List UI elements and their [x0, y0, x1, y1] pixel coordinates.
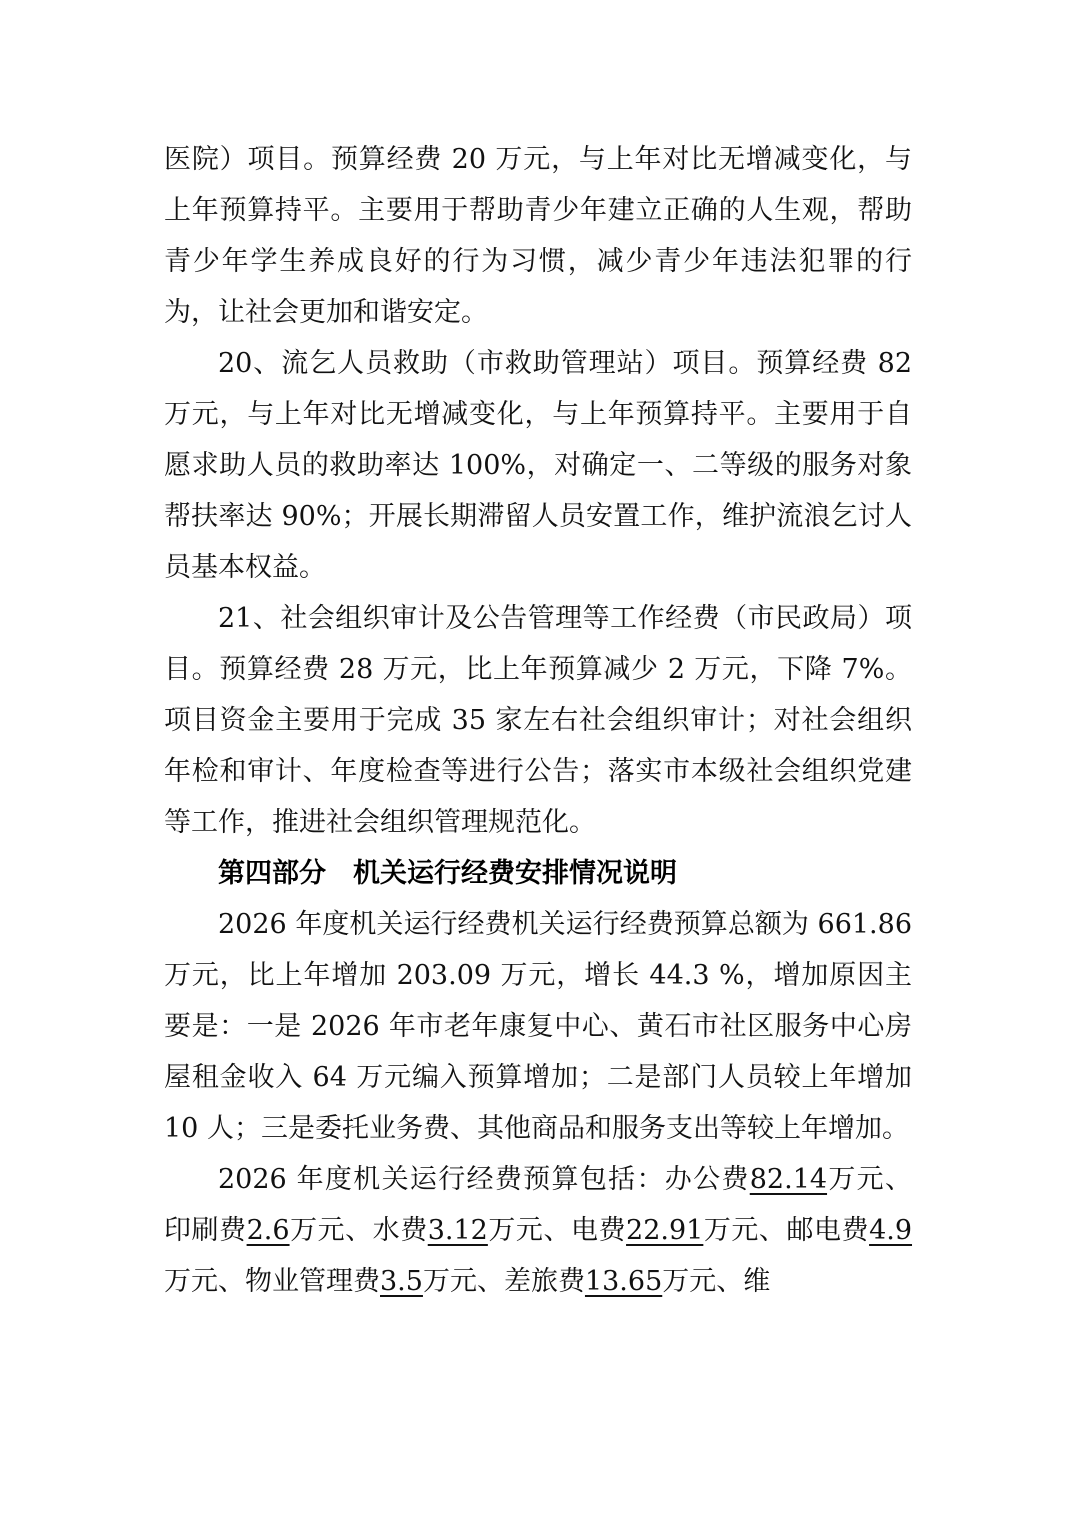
breakdown-paragraph — [164, 1154, 912, 1307]
breakdown-text-1: 万元、印刷费 — [164, 1164, 913, 1246]
paragraph-20: 20、流乞人员救助（市救助管理站）项目。预算经费 82 万元，与上年对比无增减变化，与上年预算持平。主要用于自愿求助人员的救助率达 100%，对确定一、二等级的服务对象帮扶率达 90%；开展长期滞留人员安置工作，维护流浪乞讨人员基本权益。 — [164, 348, 912, 583]
breakdown-text-5: 万元、物业管理费 — [164, 1266, 380, 1297]
postal-fee-value: 4.9 — [869, 1215, 913, 1246]
paragraph-19-continued: 医院）项目。预算经费 20 万元，与上年对比无增减变化，与上年预算持平。主要用于帮助青少年建立正确的人生观，帮助青少年学生养成良好的行为习惯，减少青少年违法犯罪的行为，让社会更加和谐安定。 — [164, 144, 912, 328]
section-paragraph: 2026 年度机关运行经费机关运行经费预算总额为 661.86 万元，比上年增加 203.09 万元，增长 44.3 %，增加原因主要是：一是 2026 年市老年康复中心、黄石市社区服务中心房屋租金收入 64 万元编入预算增加；二是部门人员较上年增加 10 人；三是委托业务费、其他商品和服务支出等较上年增加。 — [164, 909, 912, 1144]
office-fee-value: 82.14 — [749, 1164, 828, 1195]
printing-fee-value: 2.6 — [246, 1215, 290, 1246]
water-fee-value: 3.12 — [427, 1215, 488, 1246]
document-body — [164, 134, 912, 1307]
breakdown-text-4: 万元、邮电费 — [703, 1215, 870, 1246]
breakdown-text-6: 万元、差旅费 — [422, 1266, 585, 1297]
travel-fee-value: 13.65 — [584, 1266, 663, 1297]
breakdown-text-7: 万元、维 — [662, 1266, 771, 1297]
paragraph-21: 21、社会组织审计及公告管理等工作经费（市民政局）项目。预算经费 28 万元，比上年预算减少 2 万元，下降 7%。项目资金主要用于完成 35 家左右社会组织审计；对社会组织年检和审计、年度检查等进行公告；落实市本级社会组织党建等工作，推进社会组织管理规范化。 — [164, 603, 912, 838]
electricity-fee-value: 22.91 — [626, 1215, 704, 1246]
breakdown-intro: 2026 年度机关运行经费预算包括：办公费 — [218, 1164, 750, 1195]
breakdown-text-2: 万元、水费 — [289, 1215, 428, 1246]
breakdown-text-3: 万元、电费 — [487, 1215, 627, 1246]
property-fee-value: 3.5 — [380, 1266, 423, 1297]
section-heading: 第四部分 机关运行经费安排情况说明 — [218, 858, 677, 889]
